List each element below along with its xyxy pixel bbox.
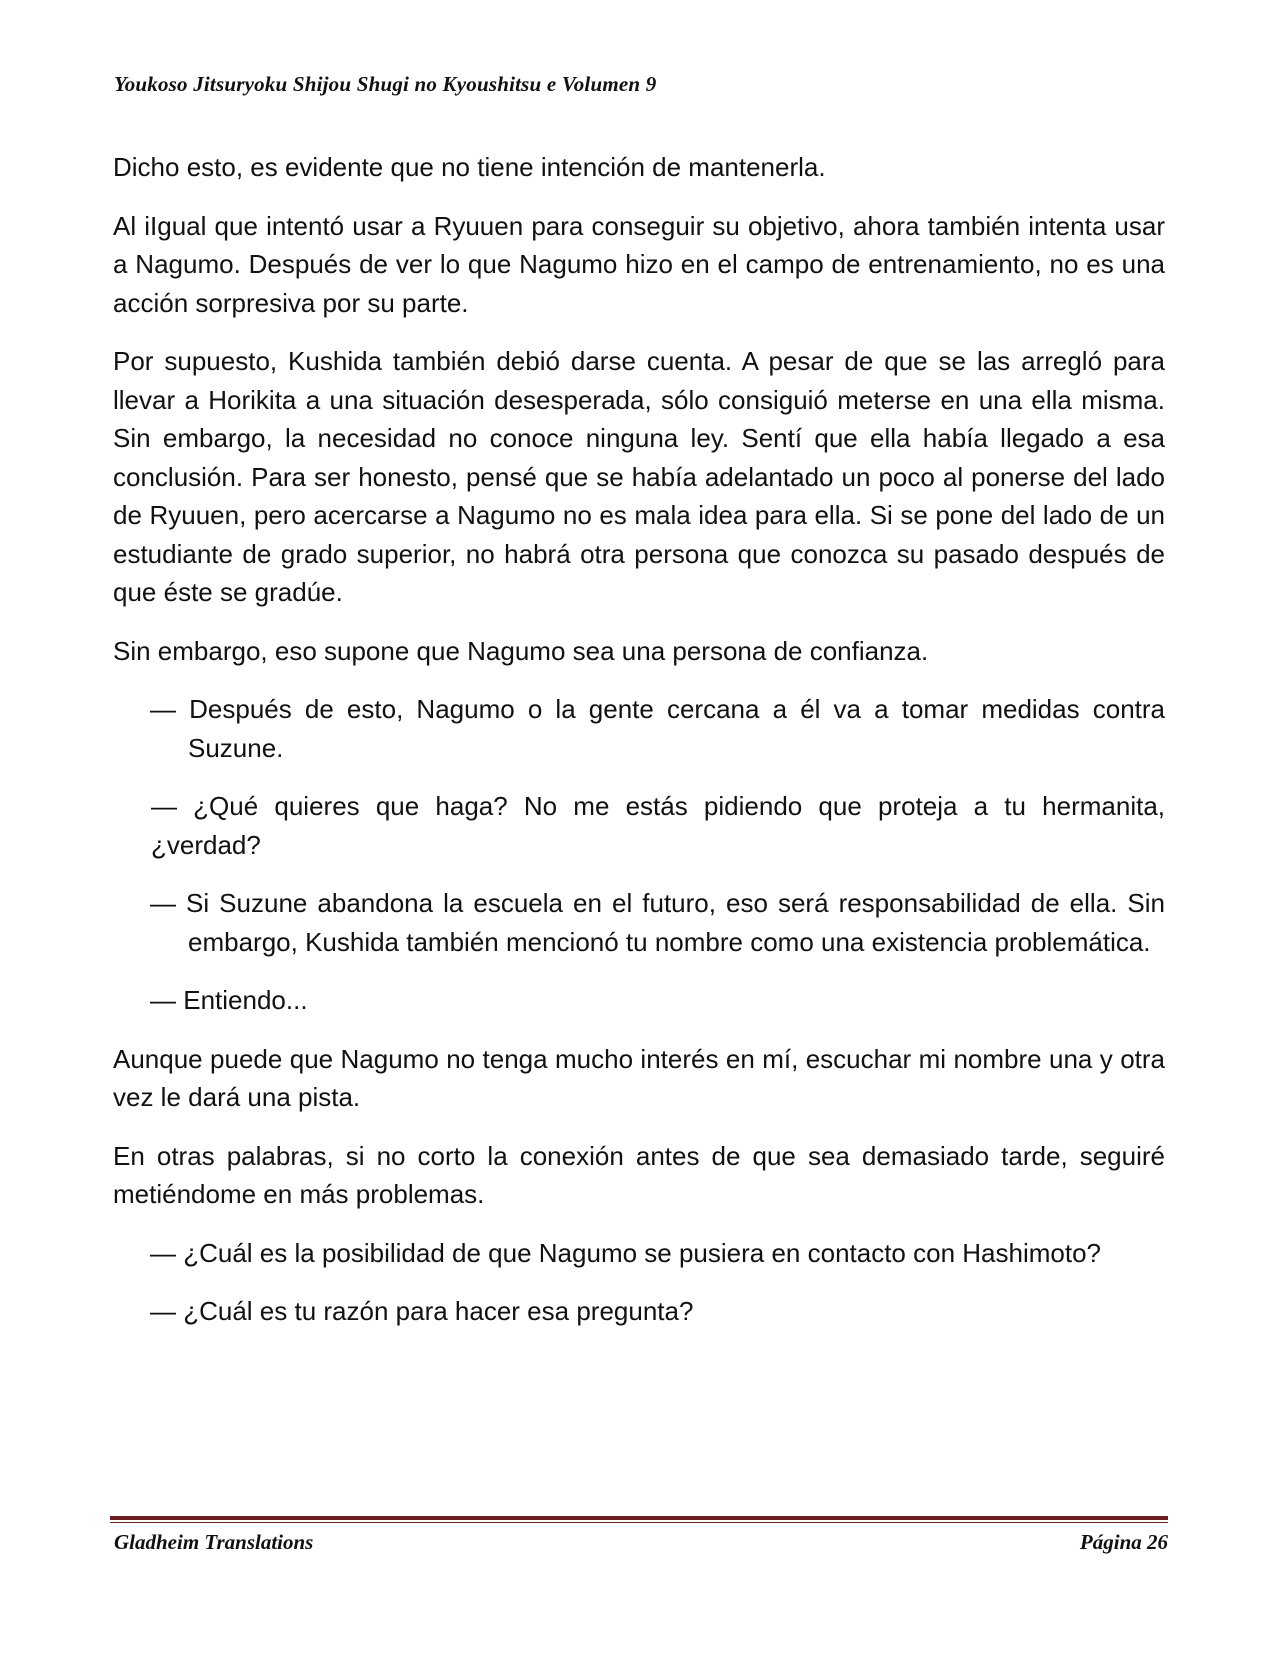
- page-body: [113, 148, 1165, 1351]
- footer-divider: [110, 1516, 1168, 1523]
- paragraph: Sin embargo, eso supone que Nagumo sea una persona de confianza.: [113, 635, 929, 666]
- paragraph: Dicho esto, es evidente que no tiene intención de mantenerla.: [113, 152, 826, 182]
- paragraph: En otras palabras, si no corto la conexión antes de que sea demasiado tarde, seguiré metiéndome en más problemas.: [113, 1140, 1165, 1209]
- dialogue-line: — Entiendo...: [150, 985, 308, 1015]
- paragraph: Al iIgual que intentó usar a Ryuuen para conseguir su objetivo, ahora también intenta usar a Nagumo. Después de ver lo que Nagumo hizo en el campo de entrenamiento, no es una acción sorpresiva por su parte.: [113, 210, 1165, 318]
- page-header-title: Youkoso Jitsuryoku Shijou Shugi no Kyoushitsu e Volumen 9: [114, 72, 657, 96]
- dialogue-line: — Después de esto, Nagumo o la gente cercana a él va a tomar medidas contra Suzune.: [150, 694, 1165, 763]
- paragraph: Aunque puede que Nagumo no tenga mucho interés en mí, escuchar mi nombre una y otra vez le dará una pista.: [113, 1043, 1165, 1112]
- dialogue-line: — Si Suzune abandona la escuela en el futuro, eso será responsabilidad de ella. Sin embargo, Kushida también mencionó tu nombre como una existencia problemática.: [150, 888, 1165, 957]
- paragraph: Por supuesto, Kushida también debió darse cuenta. A pesar de que se las arregló para llevar a Horikita a una situación desesperada, sólo consiguió meterse en una ella misma. Sin embargo, la necesidad no conoce ninguna ley. Sentí que ella había llegado a esa conclusión. Para ser honesto, pensé que se había adelantado un poco al ponerse del lado de Ryuuen, pero acercarse a Nagumo no es mala idea para ella. Si se pone del lado de un estudiante de grado superior, no habrá otra persona que conozca su pasado después de que éste se gradúe.: [113, 346, 1165, 607]
- dialogue-line: — ¿Qué quieres que haga? No me estás pidiendo que proteja a tu hermanita, ¿verdad?: [151, 791, 1165, 860]
- footer-divider-thick: [110, 1516, 1168, 1520]
- footer-page-number: Página 26: [1079, 1530, 1168, 1554]
- footer-divider-thin: [110, 1522, 1168, 1523]
- dialogue-line: — ¿Cuál es la posibilidad de que Nagumo se pusiera en contacto con Hashimoto?: [150, 1237, 1101, 1268]
- footer-translator-credit: Gladheim Translations: [114, 1530, 314, 1554]
- dialogue-line: — ¿Cuál es tu razón para hacer esa pregunta?: [150, 1296, 694, 1326]
